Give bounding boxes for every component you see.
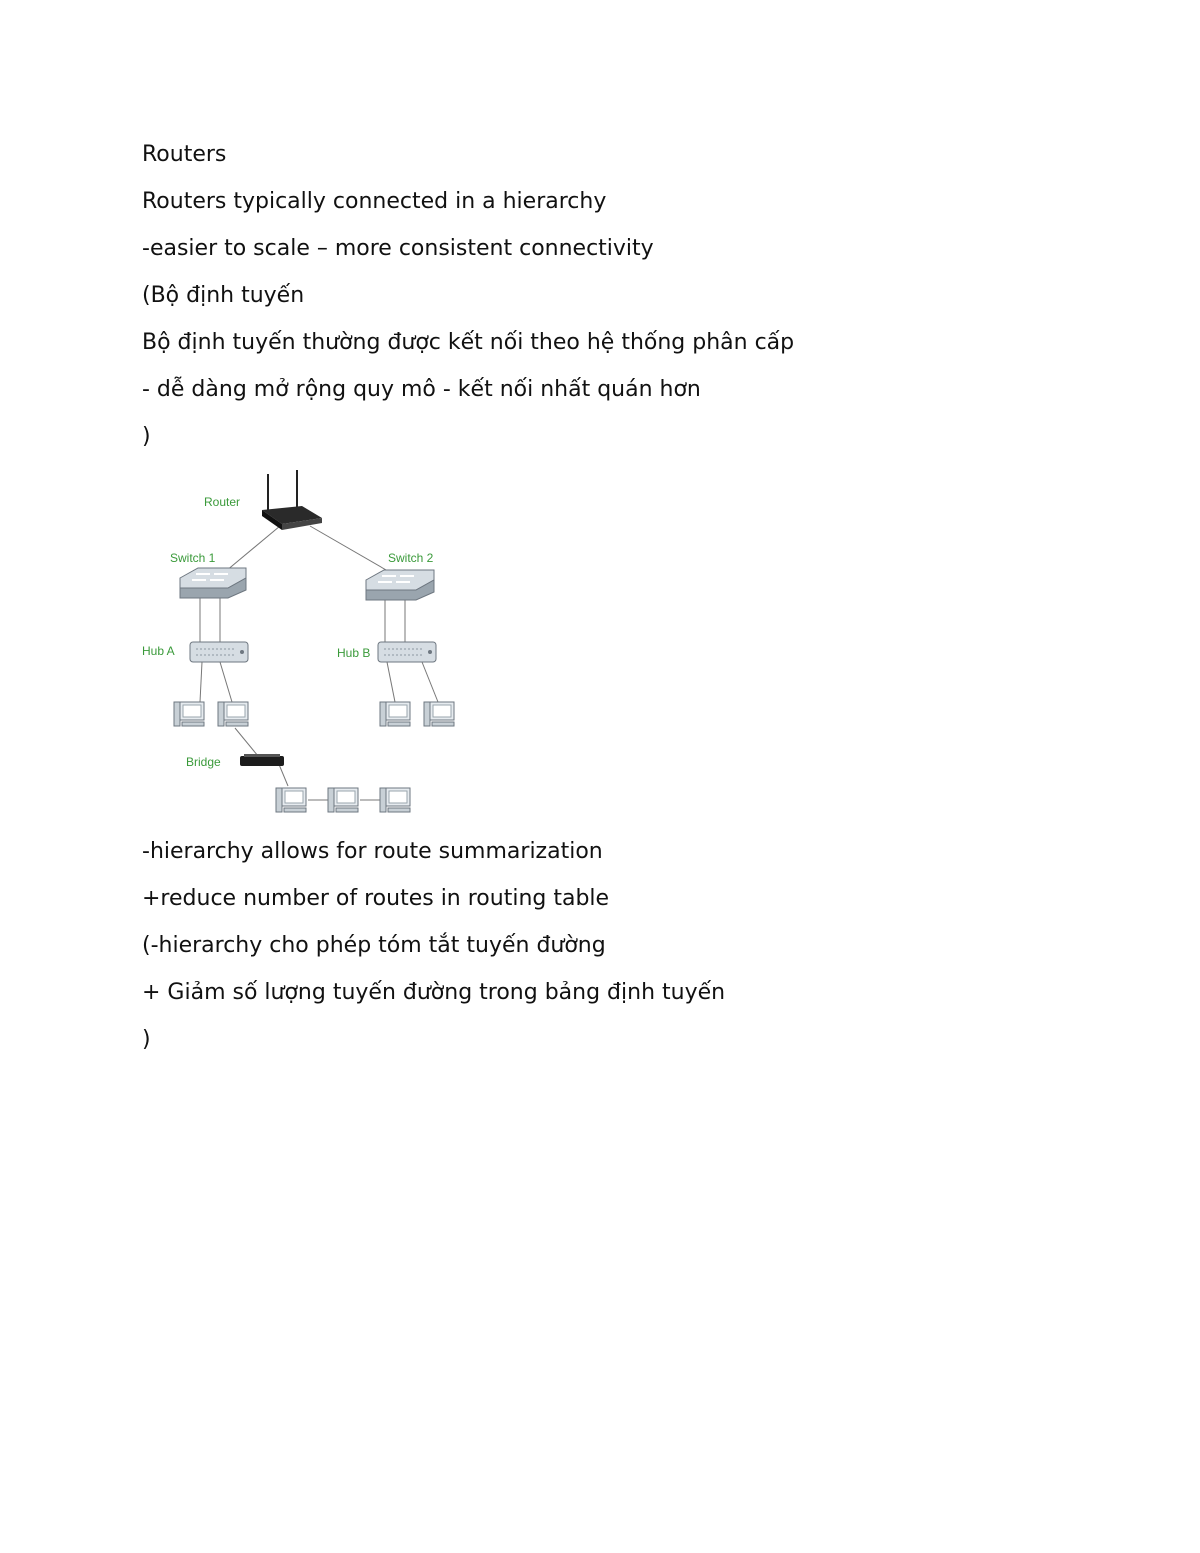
- text-line: Bộ định tuyến thường được kết nối theo hệ thống phân cấp: [142, 330, 795, 355]
- diagram-links: [200, 526, 438, 800]
- switch-1-icon: [180, 568, 246, 598]
- text-line: - dễ dàng mở rộng quy mô - kết nối nhất quán hơn: [142, 377, 701, 402]
- network-hierarchy-diagram: [140, 466, 470, 826]
- hub-a-label: Hub A: [142, 644, 175, 658]
- text-line: +reduce number of routes in routing table: [142, 886, 610, 911]
- text-line: Routers typically connected in a hierarchy: [142, 189, 607, 214]
- computer-icon: [424, 702, 454, 726]
- computer-icon: [380, 702, 410, 726]
- text-line: -easier to scale – more consistent connectivity: [142, 236, 654, 261]
- text-line: (Bộ định tuyến: [142, 283, 305, 308]
- text-line: -hierarchy allows for route summarization: [142, 839, 603, 864]
- computer-icon: [218, 702, 248, 726]
- router-icon: [262, 470, 322, 530]
- router-label: Router: [204, 495, 241, 509]
- heading-routers: Routers: [142, 142, 227, 167]
- text-line: ): [142, 1027, 151, 1052]
- text-line: (-hierarchy cho phép tóm tắt tuyến đường: [142, 933, 606, 958]
- switch-1-label: Switch 1: [170, 551, 216, 565]
- switch-2-label: Switch 2: [388, 551, 434, 565]
- bridge-icon: [240, 754, 284, 766]
- hub-b-icon: [378, 642, 436, 662]
- bridge-label: Bridge: [186, 755, 221, 769]
- text-line: ): [142, 424, 151, 449]
- computer-icon: [380, 788, 410, 812]
- hub-a-icon: [190, 642, 248, 662]
- hub-b-label: Hub B: [337, 646, 371, 660]
- computer-icon: [328, 788, 358, 812]
- switch-2-icon: [366, 570, 434, 600]
- computer-icon: [276, 788, 306, 812]
- computer-icon: [174, 702, 204, 726]
- text-line: + Giảm số lượng tuyến đường trong bảng định tuyến: [142, 980, 726, 1005]
